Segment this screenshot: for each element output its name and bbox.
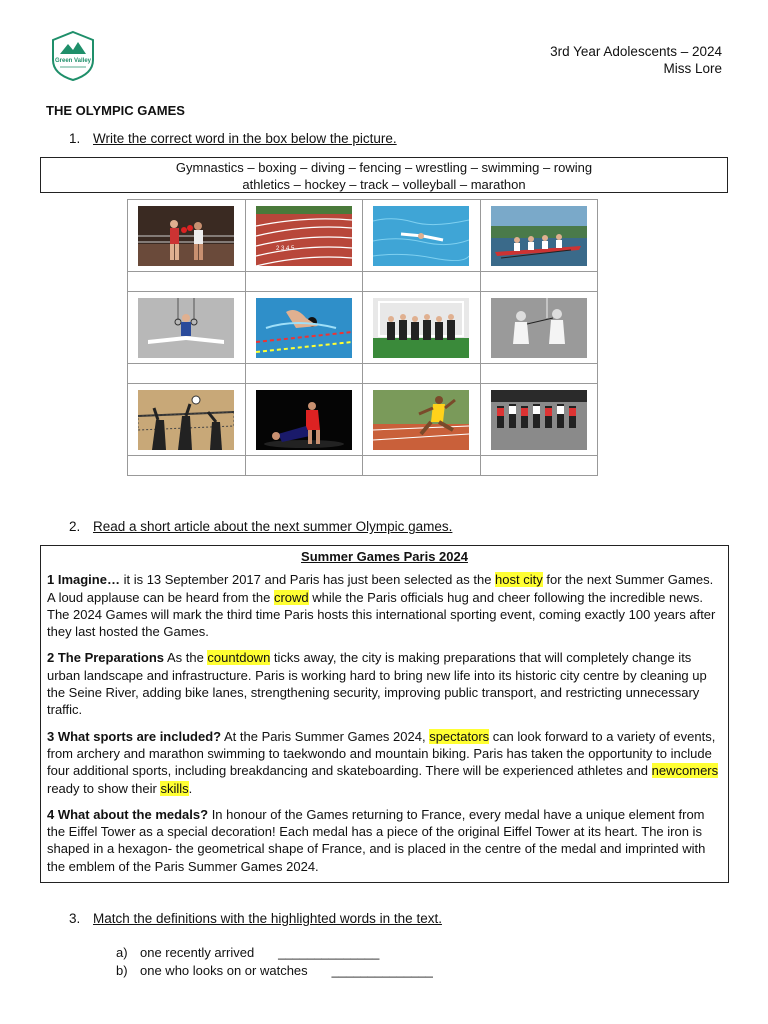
- word-bank-line-1: Gymnastics – boxing – diving – fencing – wrestling – swimming – rowing: [175, 160, 593, 175]
- highlighted-word: crowd: [273, 589, 309, 605]
- picture-cell: [128, 384, 246, 456]
- picture-grid: [127, 199, 598, 476]
- definition-text: one who looks on or watches: [140, 963, 308, 978]
- paragraph-text: At the Paris Summer Games 2024,: [221, 728, 430, 744]
- question-1-text: Write the correct word in the box below the picture.: [93, 131, 397, 146]
- paragraph-text: .: [188, 780, 193, 796]
- answer-box[interactable]: [245, 364, 363, 384]
- picture-cell: [245, 384, 363, 456]
- paragraph-text: while the Paris officials hug and cheer following the incredible news. The 2024 Games will mark the third time Paris hosts this international sporting event, coming exactly 100 years after they last hosted the Games.: [47, 589, 716, 640]
- article-paragraph-3: [47, 728, 722, 797]
- svg-text:Green Valley: Green Valley: [54, 58, 92, 64]
- class-line: 3rd Year Adolescents – 2024: [550, 44, 722, 59]
- answer-box[interactable]: [480, 456, 598, 476]
- picture-cell: [363, 200, 481, 272]
- definition-item: [116, 945, 379, 960]
- boxing-photo: [138, 206, 234, 266]
- highlighted-word: countdown: [207, 650, 271, 666]
- paragraph-text: ticks away, the city is making preparations that will completely change its urban landscape and infrastructure. Paris is working hard to bring new life into its historic city centre by cleaning up the Seine River, adding bike lanes, strengthening security, improving public transport, and restricting unnecessary traffic.: [47, 650, 707, 718]
- definition-item: [116, 963, 433, 978]
- picture-cell: [480, 292, 598, 364]
- answer-blank[interactable]: ______________: [331, 963, 433, 978]
- question-1: [69, 131, 397, 146]
- article-title: Summer Games Paris 2024: [301, 549, 468, 564]
- answer-blank[interactable]: ______________: [278, 945, 380, 960]
- answer-box[interactable]: [363, 456, 481, 476]
- question-3-number: 3.: [69, 911, 81, 926]
- word-bank-box: [40, 157, 728, 193]
- question-2: [69, 519, 452, 534]
- picture-cell: [480, 384, 598, 456]
- rowing-photo: [491, 206, 587, 266]
- definition-label: b): [116, 963, 128, 978]
- paragraph-text: can look forward to a variety of events, from archery and marathon swimming to taekwondo and mountain biking. Paris has taken the opportunity to include four additional sports, including breakdancing and skateboarding. There will be experienced athletes and: [47, 728, 716, 779]
- swimming-photo: [256, 298, 352, 358]
- fencing-photo: [491, 298, 587, 358]
- picture-cell: [245, 200, 363, 272]
- svg-text:2 3 4 5: 2 3 4 5: [275, 245, 295, 252]
- teacher-name: Miss Lore: [663, 61, 722, 76]
- highlighted-word: newcomers: [651, 763, 719, 779]
- picture-cell: [128, 292, 246, 364]
- question-3-text: Match the definitions with the highlighted words in the text.: [93, 911, 442, 926]
- highlighted-word: spectators: [429, 728, 490, 744]
- wrestling-photo: [256, 390, 352, 450]
- paragraph-text: for the next Summer Games. A loud applause can be heard from the: [47, 572, 714, 605]
- answer-box[interactable]: [245, 456, 363, 476]
- paragraph-text: it is 13 September 2017 and Paris has just been selected as the: [119, 572, 496, 588]
- question-2-text: Read a short article about the next summer Olympic games.: [93, 519, 453, 534]
- definition-text: one recently arrived: [140, 945, 255, 960]
- paragraph-heading: 1 Imagine…: [47, 572, 120, 588]
- article-paragraph-4: [47, 806, 722, 875]
- paragraph-text: As the: [164, 650, 208, 666]
- answer-box[interactable]: [128, 456, 246, 476]
- paragraph-text: ready to show their: [47, 780, 161, 796]
- diving-photo: [373, 206, 469, 266]
- school-logo: [48, 30, 98, 82]
- highlighted-word: skills: [160, 780, 189, 796]
- answer-box[interactable]: [128, 364, 246, 384]
- article-paragraph-2: [47, 649, 722, 718]
- answer-box[interactable]: [480, 272, 598, 292]
- track-photo: [256, 206, 352, 266]
- answer-box[interactable]: [480, 364, 598, 384]
- word-bank-line-2: athletics – hockey – track – volleyball – marathon: [242, 177, 526, 192]
- definition-label: a): [116, 945, 128, 960]
- highlighted-word: host city: [495, 572, 543, 588]
- question-3: [69, 911, 442, 926]
- question-1-number: 1.: [69, 131, 81, 146]
- paragraph-heading: 4 What about the medals?: [47, 806, 209, 822]
- answer-box[interactable]: [363, 364, 481, 384]
- answer-box[interactable]: [245, 272, 363, 292]
- paragraph-text: In honour of the Games returning to France, every medal have a unique element from the Eiffel Tower as a special decoration! Each medal has a piece of the original Eiffel Tower at its heart. The iron is shaped in a hexagon- the geometrical shape of France, and is placed in the centre of the medal and imprinted with the emblem of the Paris Summer Games 2024.: [47, 806, 706, 874]
- picture-cell: [363, 384, 481, 456]
- article-paragraph-1: [47, 571, 722, 640]
- volleyball-photo: [138, 390, 234, 450]
- page-title: THE OLYMPIC GAMES: [46, 103, 185, 118]
- paragraph-heading: 3 What sports are included?: [47, 728, 222, 744]
- header-info: [550, 43, 722, 77]
- picture-cell: [128, 200, 246, 272]
- answer-box[interactable]: [363, 272, 481, 292]
- athletics-sprint-photo: [373, 390, 469, 450]
- picture-cell: [363, 292, 481, 364]
- picture-cell: [245, 292, 363, 364]
- answer-box[interactable]: [128, 272, 246, 292]
- article-box: [40, 545, 729, 883]
- gymnastics-rings-photo: [138, 298, 234, 358]
- question-2-number: 2.: [69, 519, 81, 534]
- hockey-team-photo: [373, 298, 469, 358]
- picture-cell: [480, 200, 598, 272]
- paragraph-heading: 2 The Preparations: [47, 650, 165, 666]
- marathon-photo: [491, 390, 587, 450]
